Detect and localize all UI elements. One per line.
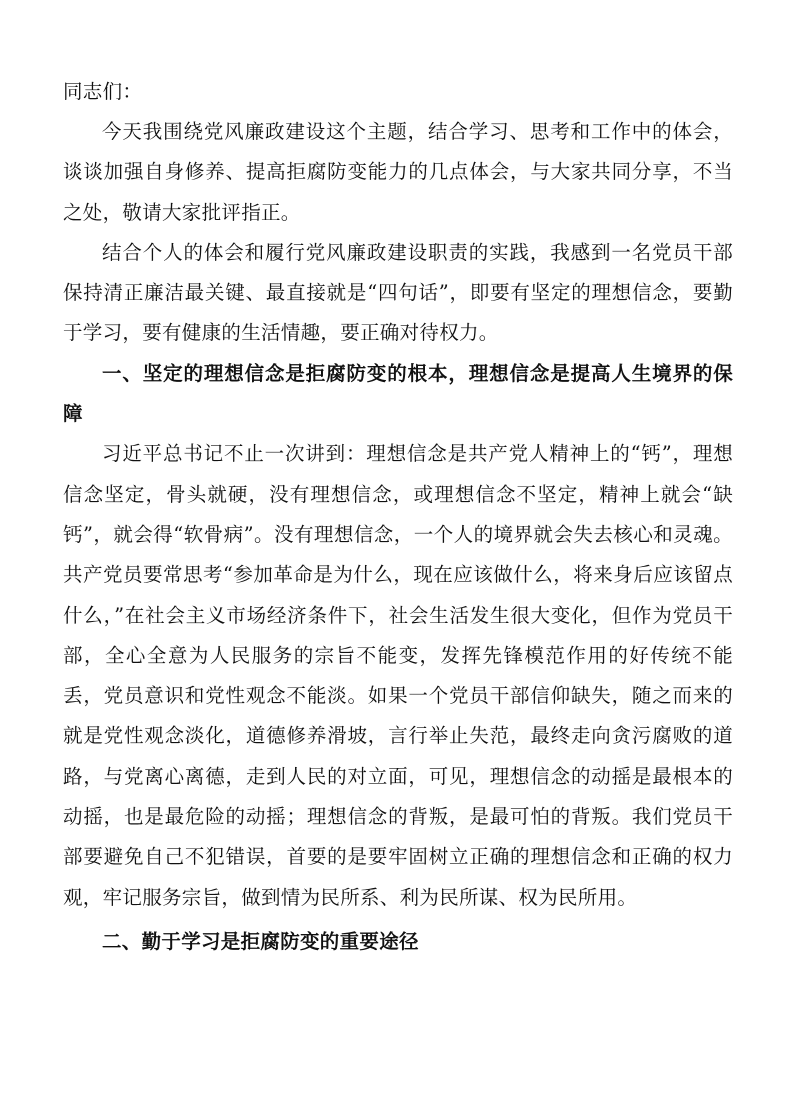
section-heading-2: 二、勤于学习是拒腐防变的重要途径 (102, 929, 419, 953)
section-heading-1: 一、坚定的理想信念是拒腐防变的根本，理想信念是提高人生境界的保障 (63, 361, 733, 426)
paragraph-intro: 今天我围绕党风廉政建设这个主题，结合学习、思考和工作中的体会，谈谈加强自身修养、提高拒腐防变能力的几点体会，与大家共同分享，不当之处，敬请大家批评指正。 (63, 120, 733, 224)
paragraph-summary: 结合个人的体会和履行党风廉政建设职责的实践，我感到一名党员干部保持清正廉洁最关键、最直接就是“四句话”，即要有坚定的理想信念，要勤于学习，要有健康的生活情趣，要正确对待权力。 (63, 240, 733, 345)
salutation: 同志们： (63, 80, 143, 103)
document-body (63, 72, 733, 962)
paragraph-section-1: 习近平总书记不止一次讲到：理想信念是共产党人精神上的“钙”，理想信念坚定，骨头就硬，没有理想信念，或理想信念不坚定，精神上就会“缺钙”，就会得“软骨病”。没有理想信念，一个人的境界就会失去核心和灵魂。共产党员要常思考“参加革命是为什么，现在应该做什么，将来身后应该留点什么，”在社会主义市场经济条件下，社会生活发生很大变化，但作为党员干部，全心全意为人民服务的宗旨不能变，发挥先锋模范作用的好传统不能丢，党员意识和党性观念不能淡。如果一个党员干部信仰缺失，随之而来的就是党性观念淡化，道德修养滑坡，言行举止失范，最终走向贪污腐败的道路，与党离心离德，走到人民的对立面，可见，理想信念的动摇是最根本的动摇，也是最危险的动摇；理想信念的背叛，是最可怕的背叛。我们党员干部要避免自己不犯错误，首要的是要牢固树立正确的理想信念和正确的权力观，牢记服务宗旨，做到情为民所系、利为民所谋、权为民所用。 (63, 442, 733, 909)
